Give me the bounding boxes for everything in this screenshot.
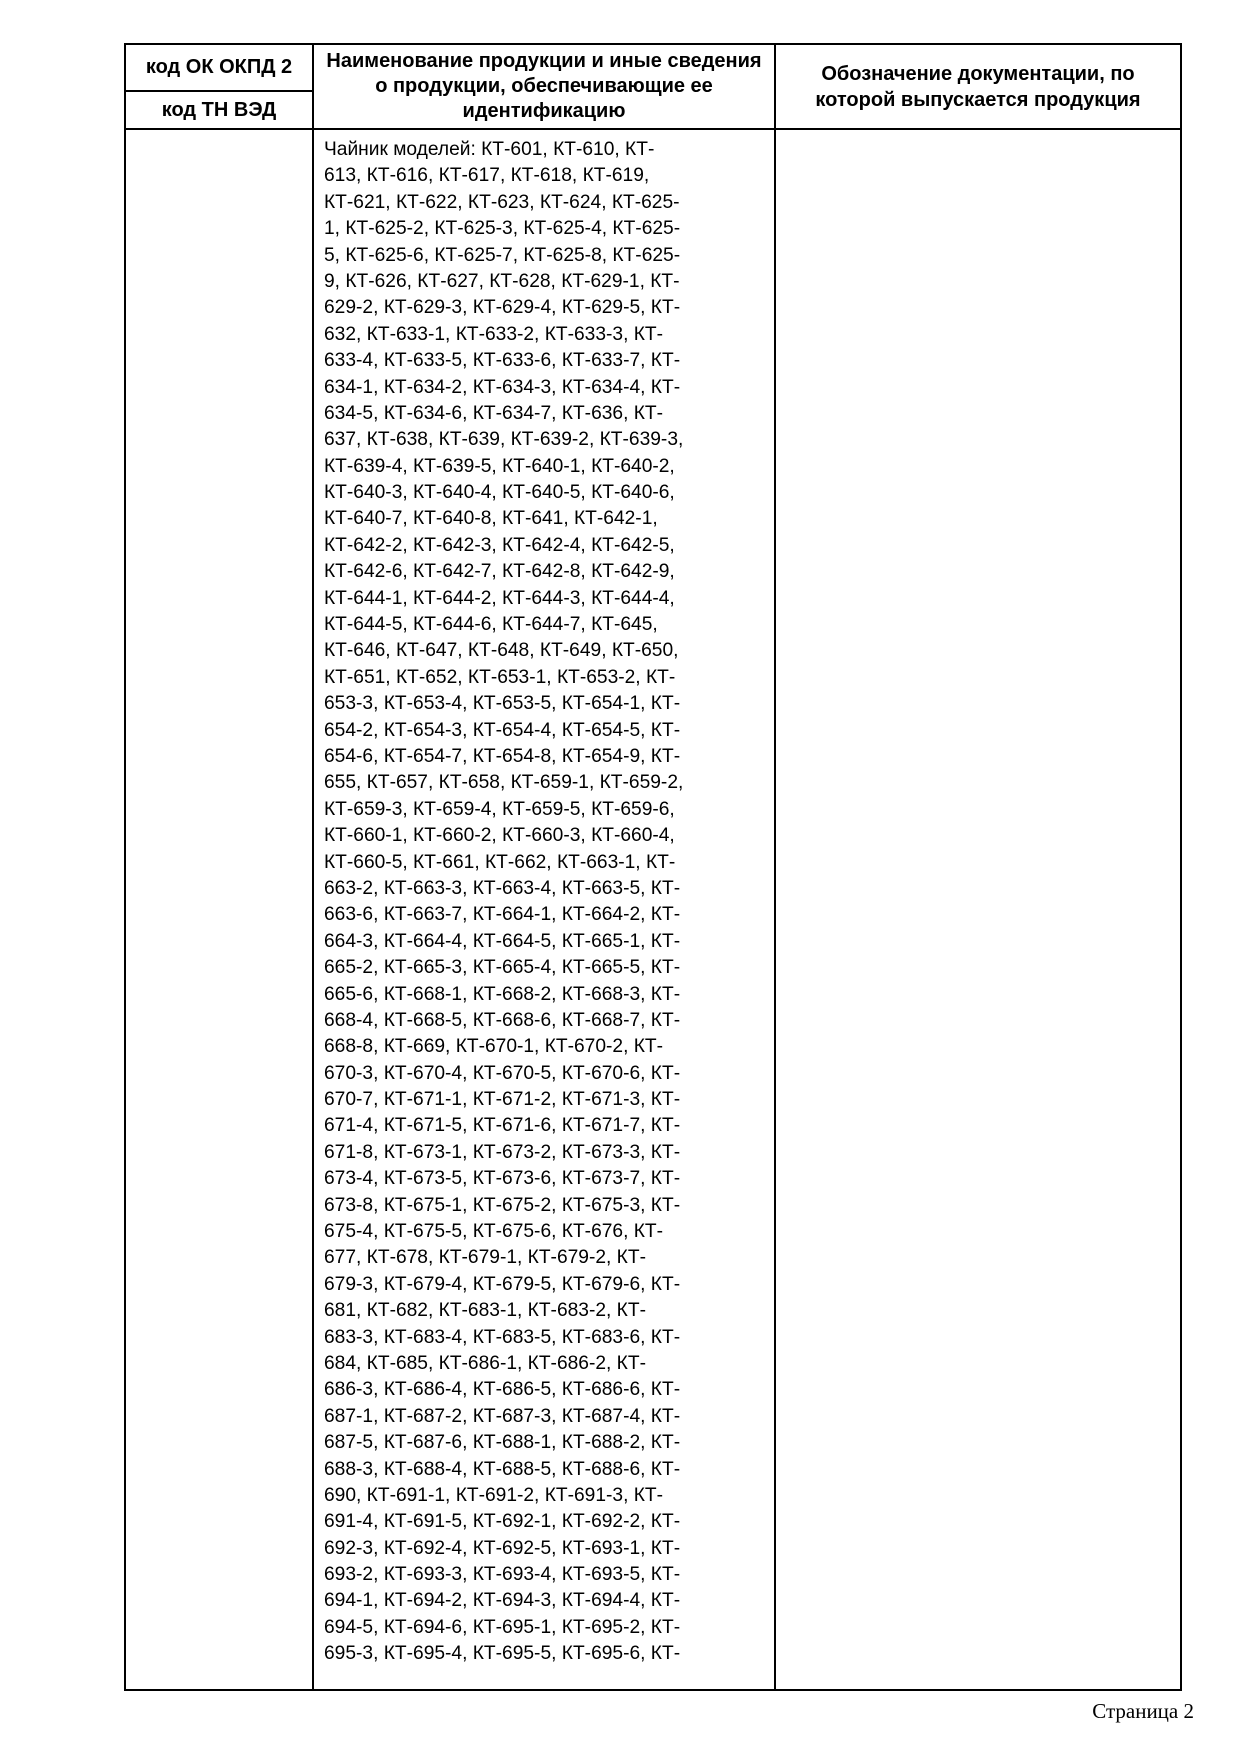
product-line: 663-2, КТ-663-3, КТ-663-4, КТ-663-5, КТ-	[324, 877, 681, 899]
product-line: 663-6, КТ-663-7, КТ-664-1, КТ-664-2, КТ-	[324, 904, 681, 926]
product-line: 670-3, КТ-670-4, КТ-670-5, КТ-670-6, КТ-	[324, 1062, 681, 1084]
product-line: 670-7, КТ-671-1, КТ-671-2, КТ-671-3, КТ-	[324, 1089, 681, 1111]
product-line: 5, КТ-625-6, КТ-625-7, КТ-625-8, КТ-625-	[324, 244, 681, 266]
product-line: 673-8, КТ-675-1, КТ-675-2, КТ-675-3, КТ-	[324, 1194, 681, 1216]
product-description-cell	[324, 137, 768, 1668]
product-line: КТ-646, КТ-647, КТ-648, КТ-649, КТ-650,	[324, 640, 679, 662]
product-line: 9, КТ-626, КТ-627, КТ-628, КТ-629-1, КТ-	[324, 270, 680, 292]
column-divider-1	[312, 45, 314, 1689]
product-line: КТ-660-5, КТ-661, КТ-662, КТ-663-1, КТ-	[324, 851, 676, 873]
product-line: 679-3, КТ-679-4, КТ-679-5, КТ-679-6, КТ-	[324, 1273, 681, 1295]
product-line: 653-3, КТ-653-4, КТ-653-5, КТ-654-1, КТ-	[324, 693, 681, 715]
product-line: 633-4, КТ-633-5, КТ-633-6, КТ-633-7, КТ-	[324, 350, 681, 372]
product-line: 694-5, КТ-694-6, КТ-695-1, КТ-695-2, КТ-	[324, 1616, 681, 1638]
header-bottom-rule	[126, 128, 1180, 130]
product-line: 613, КТ-616, КТ-617, КТ-618, КТ-619,	[324, 165, 650, 187]
product-line: 671-4, КТ-671-5, КТ-671-6, КТ-671-7, КТ-	[324, 1115, 681, 1137]
product-line: Чайник моделей: КТ-601, КТ-610, КТ-	[324, 139, 655, 160]
product-line: 677, КТ-678, КТ-679-1, КТ-679-2, КТ-	[324, 1247, 646, 1269]
product-line: КТ-659-3, КТ-659-4, КТ-659-5, КТ-659-6,	[324, 798, 675, 820]
product-line: КТ-640-7, КТ-640-8, КТ-641, КТ-642-1,	[324, 508, 658, 530]
product-line: 664-3, КТ-664-4, КТ-664-5, КТ-665-1, КТ-	[324, 930, 681, 952]
product-line: 695-3, КТ-695-4, КТ-695-5, КТ-695-6, КТ-	[324, 1643, 681, 1665]
product-line: КТ-651, КТ-652, КТ-653-1, КТ-653-2, КТ-	[324, 666, 676, 688]
product-line: 654-2, КТ-654-3, КТ-654-4, КТ-654-5, КТ-	[324, 719, 681, 741]
product-line: 684, КТ-685, КТ-686-1, КТ-686-2, КТ-	[324, 1352, 646, 1374]
product-line: 654-6, КТ-654-7, КТ-654-8, КТ-654-9, КТ-	[324, 745, 681, 767]
okpd-code-header: код ОК ОКПД 2	[145, 56, 293, 78]
product-line: 1, КТ-625-2, КТ-625-3, КТ-625-4, КТ-625-	[324, 218, 681, 240]
product-line: 671-8, КТ-673-1, КТ-673-2, КТ-673-3, КТ-	[324, 1141, 681, 1163]
product-line: 665-2, КТ-665-3, КТ-665-4, КТ-665-5, КТ-	[324, 957, 681, 979]
product-line: КТ-660-1, КТ-660-2, КТ-660-3, КТ-660-4,	[324, 825, 675, 847]
product-line: КТ-642-2, КТ-642-3, КТ-642-4, КТ-642-5,	[324, 534, 675, 556]
product-line: КТ-640-3, КТ-640-4, КТ-640-5, КТ-640-6,	[324, 482, 675, 504]
product-line: КТ-621, КТ-622, КТ-623, КТ-624, КТ-625-	[324, 191, 680, 213]
product-line: 629-2, КТ-629-3, КТ-629-4, КТ-629-5, КТ-	[324, 297, 681, 319]
product-line: 693-2, КТ-693-3, КТ-693-4, КТ-693-5, КТ-	[324, 1564, 681, 1586]
product-line: 683-3, КТ-683-4, КТ-683-5, КТ-683-6, КТ-	[324, 1326, 681, 1348]
product-line: 675-4, КТ-675-5, КТ-675-6, КТ-676, КТ-	[324, 1221, 664, 1243]
product-line: 665-6, КТ-668-1, КТ-668-2, КТ-668-3, КТ-	[324, 983, 681, 1005]
documentation-header: Обозначение документации, по которой выпускается продукция	[815, 62, 1141, 111]
product-line: 688-3, КТ-688-4, КТ-688-5, КТ-688-6, КТ-	[324, 1458, 681, 1480]
column-divider-2	[774, 45, 776, 1689]
product-line: КТ-642-6, КТ-642-7, КТ-642-8, КТ-642-9,	[324, 561, 675, 583]
product-line: 668-4, КТ-668-5, КТ-668-6, КТ-668-7, КТ-	[324, 1009, 681, 1031]
product-name-header: Наименование продукции и иные сведения о продукции, обеспечивающие ее идентификацию	[326, 50, 762, 122]
product-line: 655, КТ-657, КТ-658, КТ-659-1, КТ-659-2,	[324, 772, 684, 794]
product-line: 632, КТ-633-1, КТ-633-2, КТ-633-3, КТ-	[324, 323, 664, 345]
product-line: 687-1, КТ-687-2, КТ-687-3, КТ-687-4, КТ-	[324, 1405, 681, 1427]
product-line: 673-4, КТ-673-5, КТ-673-6, КТ-673-7, КТ-	[324, 1168, 681, 1190]
product-line: КТ-644-5, КТ-644-6, КТ-644-7, КТ-645,	[324, 614, 658, 636]
product-line: 692-3, КТ-692-4, КТ-692-5, КТ-693-1, КТ-	[324, 1537, 681, 1559]
product-line: 681, КТ-682, КТ-683-1, КТ-683-2, КТ-	[324, 1300, 646, 1322]
product-table	[124, 43, 1182, 1691]
product-line: 694-1, КТ-694-2, КТ-694-3, КТ-694-4, КТ-	[324, 1590, 681, 1612]
product-line: 668-8, КТ-669, КТ-670-1, КТ-670-2, КТ-	[324, 1036, 664, 1058]
product-line: 690, КТ-691-1, КТ-691-2, КТ-691-3, КТ-	[324, 1484, 664, 1506]
product-line: КТ-639-4, КТ-639-5, КТ-640-1, КТ-640-2,	[324, 455, 675, 477]
product-line: 634-5, КТ-634-6, КТ-634-7, КТ-636, КТ-	[324, 402, 664, 424]
tnved-code-header: код ТН ВЭД	[161, 98, 277, 121]
product-line: КТ-644-1, КТ-644-2, КТ-644-3, КТ-644-4,	[324, 587, 675, 609]
product-line: 687-5, КТ-687-6, КТ-688-1, КТ-688-2, КТ-	[324, 1432, 681, 1454]
product-line: 686-3, КТ-686-4, КТ-686-5, КТ-686-6, КТ-	[324, 1379, 681, 1401]
product-line: 691-4, КТ-691-5, КТ-692-1, КТ-692-2, КТ-	[324, 1511, 681, 1533]
product-line: 634-1, КТ-634-2, КТ-634-3, КТ-634-4, КТ-	[324, 376, 681, 398]
product-line: 637, КТ-638, КТ-639, КТ-639-2, КТ-639-3,	[324, 429, 684, 451]
page-number: Страница 2	[1092, 1699, 1194, 1723]
